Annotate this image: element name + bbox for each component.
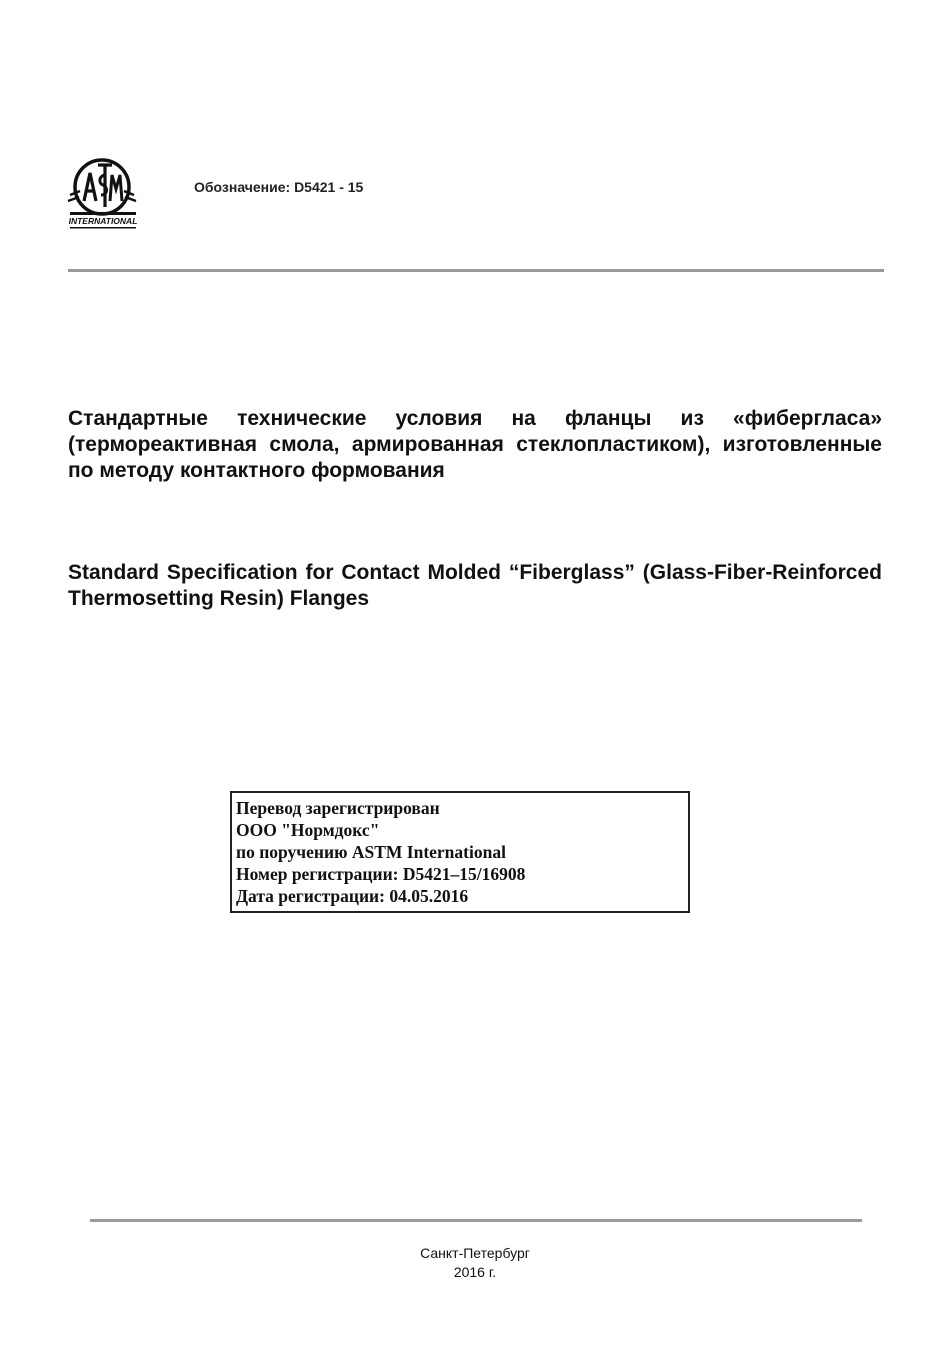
registration-line: по поручению ASTM International: [236, 842, 506, 862]
footer-city: Санкт-Петербург: [420, 1245, 530, 1261]
bottom-divider: [90, 1219, 862, 1222]
footer-year: 2016 г.: [453, 1264, 497, 1280]
document-designation: Обозначение: D5421 - 15: [194, 179, 364, 195]
registration-line: Номер регистрации: D5421–15/16908: [236, 864, 526, 884]
astm-logo-icon: [66, 155, 144, 231]
title-english: Standard Specification for Contact Molded “Fiberglass” (Glass-Fiber-Reinforced Thermosetting Resin) Flanges: [68, 561, 882, 610]
registration-line: Перевод зарегистрирован: [236, 798, 440, 818]
title-russian: Стандартные технические условия на фланцы из «фибергласа» (термореактивная смола, армированная стеклопластиком), изготовленные по методу контактного формования: [68, 407, 882, 482]
top-divider: [68, 269, 884, 272]
registration-line: ООО "Нормдокс": [236, 820, 380, 840]
svg-text:INTERNATIONAL: INTERNATIONAL: [68, 216, 138, 226]
registration-line: Дата регистрации: 04.05.2016: [236, 886, 469, 906]
registration-box: [230, 791, 690, 913]
